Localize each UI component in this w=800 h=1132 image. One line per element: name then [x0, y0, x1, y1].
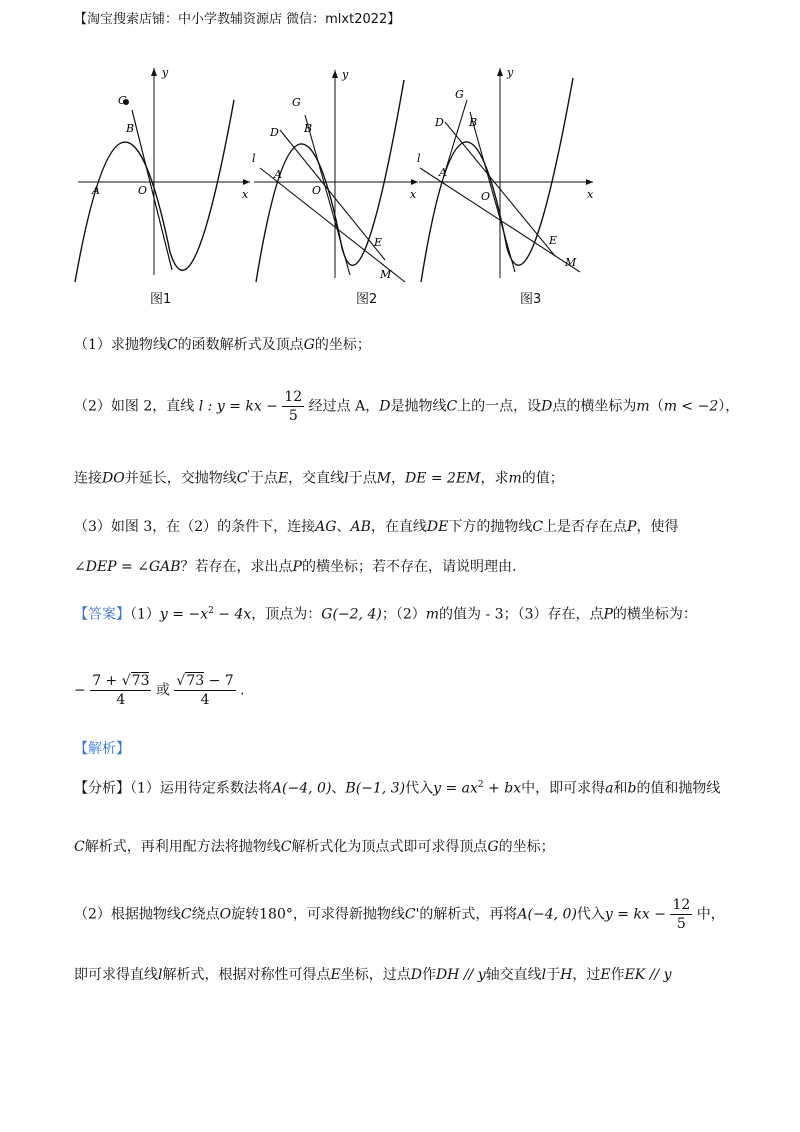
label-D: D	[270, 126, 279, 139]
figures	[70, 60, 610, 310]
caption-figure-2: 图2	[356, 292, 378, 307]
label-x: x	[587, 188, 594, 201]
figure-3	[415, 60, 595, 285]
label-B: B	[126, 122, 135, 135]
question-2-line-2: 连接DO并延长，交抛物线C'于点E，交直线l于点M，DE = 2EM，求m的值；	[74, 470, 564, 487]
figure-1	[70, 60, 250, 285]
label-A: A	[439, 166, 447, 179]
label-E: E	[374, 236, 383, 249]
label-O: O	[481, 190, 491, 203]
label-O: O	[312, 184, 322, 197]
fraction: $\frac{12}{5}$	[284, 389, 303, 424]
question-3-line-2: ∠DEP = ∠GAB？若存在，求出点P的横坐标；若不存在，请说明理由.	[74, 559, 517, 575]
label-x: x	[410, 188, 417, 201]
label-M: M	[565, 256, 577, 269]
fraction: $\frac{√73 - 7}{4}$	[176, 673, 234, 708]
caption-figure-3: 图3	[520, 292, 542, 307]
question-3-line-1: （3）如图 3，在（2）的条件下，连接AG、AB，在直线DE下方的抛物线C上是否存在点P，使得	[74, 519, 679, 535]
label-x: x	[242, 188, 249, 201]
answer-line-1: 【答案】$(1)y = -x^2 - 4x$，顶点为：G(−2, 4)；（2）m的值为 - 3；（3）存在，点P的横坐标为：	[74, 606, 697, 623]
label-M: M	[380, 268, 392, 281]
analysis-line-2: C解析式，再利用配方法将抛物线C解析式化为顶点式即可求得顶点G的坐标；	[74, 839, 555, 855]
analysis-line-1: 【分析】（1）运用待定系数法将A(−4, 0)、B(−1, 3)代入$y = ax^2$ + bx中，即可求得a和b的值和抛物线	[74, 780, 721, 797]
question-1: （1）求抛物线C的函数解析式及顶点G的坐标；	[74, 337, 371, 353]
label-y: y	[342, 68, 349, 81]
label-G: G	[118, 94, 127, 107]
label-y: y	[507, 66, 514, 79]
analysis-line-3: （2）根据抛物线C绕点O旋转180°，可求得新抛物线C'的解析式，再将A(−4, 0)代入y = kx − $\frac{12}{5}$ 中，	[74, 897, 725, 932]
caption-figure-1: 图1	[150, 292, 172, 307]
label-B: B	[304, 122, 313, 135]
label-O: O	[138, 184, 148, 197]
label-D: D	[435, 116, 444, 129]
figure-2	[250, 60, 420, 285]
label-A: A	[92, 184, 100, 197]
label-A: A	[274, 168, 282, 181]
label-l: l	[417, 152, 421, 165]
analysis-heading: 【解析】	[74, 741, 130, 757]
label-y: y	[162, 66, 169, 79]
answer-line-2: − $\frac{7 + √73}{4}$ 或 $\frac{√73 - 7}{4}$ .	[74, 673, 245, 708]
analysis-line-4: 即可求得直线l解析式，根据对称性可得点E坐标，过点D作DH // y轴交直线l于H，过E作EK // y	[74, 967, 672, 983]
label-G: G	[455, 88, 464, 101]
label-E: E	[549, 234, 558, 247]
label-l: l	[252, 152, 256, 165]
label-B: B	[469, 116, 478, 129]
page-header: 【淘宝搜索店铺：中小学教辅资源店 微信：mlxt2022】	[74, 12, 401, 27]
answer-tag: 【答案】	[74, 606, 130, 623]
label-G: G	[292, 96, 301, 109]
fraction: $\frac{7 + √73}{4}$	[92, 673, 150, 708]
fraction: $\frac{12}{5}$	[672, 897, 691, 932]
question-2-line-1: （2）如图 2，直线 l : y = kx − $\frac{12}{5}$ 经过点 A，D是抛物线C上的一点，设D点的横坐标为m（m < −2），	[74, 389, 740, 424]
